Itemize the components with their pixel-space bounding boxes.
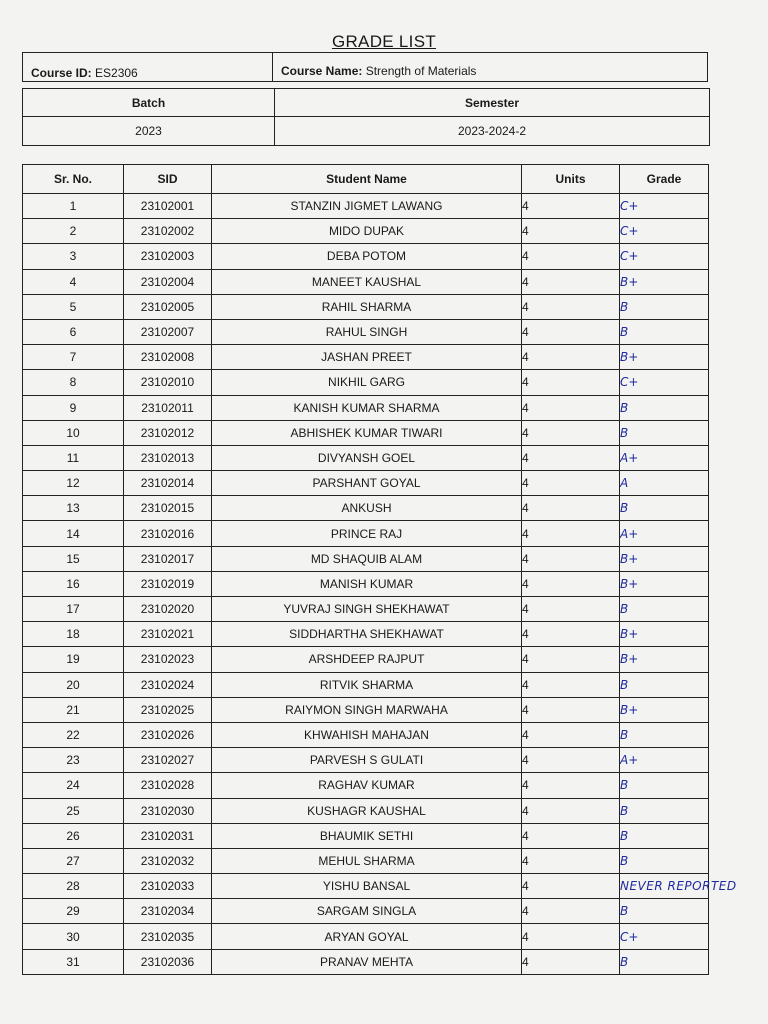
grade-cell: B	[620, 395, 709, 420]
sr-no-cell: 30	[23, 924, 124, 949]
table-row	[23, 219, 709, 244]
student-name-cell: RAHIL SHARMA	[212, 294, 522, 319]
sid-cell: 23102012	[124, 420, 212, 445]
units-cell: 4	[522, 899, 620, 924]
grade-cell: B	[620, 773, 709, 798]
units-cell: 4	[522, 294, 620, 319]
student-name-cell: STANZIN JIGMET LAWANG	[212, 194, 522, 219]
sr-no-cell: 28	[23, 874, 124, 899]
sr-no-cell: 13	[23, 496, 124, 521]
sr-no-cell: 14	[23, 521, 124, 546]
batch-label: Batch	[23, 89, 275, 116]
units-cell: 4	[522, 672, 620, 697]
sr-no-cell: 25	[23, 798, 124, 823]
sr-no-cell: 29	[23, 899, 124, 924]
sid-cell: 23102001	[124, 194, 212, 219]
sr-no-cell: 12	[23, 471, 124, 496]
sid-cell: 23102023	[124, 647, 212, 672]
student-name-cell: MANEET KAUSHAL	[212, 269, 522, 294]
grade-cell: C+	[620, 370, 709, 395]
sid-cell: 23102013	[124, 445, 212, 470]
units-cell: 4	[522, 219, 620, 244]
student-name-cell: BHAUMIK SETHI	[212, 823, 522, 848]
student-name-cell: NIKHIL GARG	[212, 370, 522, 395]
sr-no-cell: 7	[23, 345, 124, 370]
sid-cell: 23102010	[124, 370, 212, 395]
sr-no-cell: 9	[23, 395, 124, 420]
header-sid: SID	[124, 165, 212, 194]
student-name-cell: YISHU BANSAL	[212, 874, 522, 899]
batch-semester-header-row	[23, 89, 709, 117]
grade-cell: C+	[620, 244, 709, 269]
sid-cell: 23102017	[124, 546, 212, 571]
grade-cell: B+	[620, 546, 709, 571]
table-row	[23, 496, 709, 521]
units-cell: 4	[522, 445, 620, 470]
semester-label: Semester	[464, 95, 520, 110]
header-student-name: Student Name	[212, 165, 522, 194]
student-name-cell: RITVIK SHARMA	[212, 672, 522, 697]
units-cell: 4	[522, 848, 620, 873]
table-row	[23, 874, 709, 899]
course-info-box	[22, 52, 708, 82]
sid-cell: 23102027	[124, 748, 212, 773]
sid-cell: 23102034	[124, 899, 212, 924]
grade-cell: B	[620, 496, 709, 521]
student-name-cell: ABHISHEK KUMAR TIWARI	[212, 420, 522, 445]
grade-cell: B+	[620, 269, 709, 294]
table-row	[23, 722, 709, 747]
sr-no-cell: 22	[23, 722, 124, 747]
units-cell: 4	[522, 949, 620, 974]
student-name-cell: JASHAN PREET	[212, 345, 522, 370]
sr-no-cell: 23	[23, 748, 124, 773]
sr-no-cell: 19	[23, 647, 124, 672]
units-cell: 4	[522, 798, 620, 823]
table-row	[23, 899, 709, 924]
sid-cell: 23102002	[124, 219, 212, 244]
course-id-value: ES2306	[95, 66, 138, 80]
grade-cell: C+	[620, 924, 709, 949]
sid-cell: 23102003	[124, 244, 212, 269]
student-name-cell: ARSHDEEP RAJPUT	[212, 647, 522, 672]
course-name-value: Strength of Materials	[365, 64, 477, 78]
sr-no-cell: 24	[23, 773, 124, 798]
student-name-cell: MD SHAQUIB ALAM	[212, 546, 522, 571]
grade-cell: B	[620, 848, 709, 873]
sr-no-cell: 15	[23, 546, 124, 571]
units-cell: 4	[522, 823, 620, 848]
sid-cell: 23102033	[124, 874, 212, 899]
sid-cell: 23102020	[124, 597, 212, 622]
grade-cell: C+	[620, 219, 709, 244]
units-cell: 4	[522, 597, 620, 622]
table-row	[23, 269, 709, 294]
sid-cell: 23102035	[124, 924, 212, 949]
table-row	[23, 420, 709, 445]
sr-no-cell: 10	[23, 420, 124, 445]
sr-no-cell: 17	[23, 597, 124, 622]
student-name-cell: KHWAHISH MAHAJAN	[212, 722, 522, 747]
sid-cell: 23102008	[124, 345, 212, 370]
course-name-label: Course Name:	[281, 64, 363, 78]
sid-cell: 23102007	[124, 319, 212, 344]
table-header-row	[23, 165, 709, 194]
student-name-cell: DIVYANSH GOEL	[212, 445, 522, 470]
batch-value: 2023	[23, 117, 275, 145]
student-name-cell: YUVRAJ SINGH SHEKHAWAT	[212, 597, 522, 622]
grade-cell: B	[620, 949, 709, 974]
batch-semester-box	[22, 88, 710, 146]
table-row	[23, 294, 709, 319]
student-name-cell: ANKUSH	[212, 496, 522, 521]
units-cell: 4	[522, 471, 620, 496]
sr-no-cell: 31	[23, 949, 124, 974]
grade-cell: B+	[620, 622, 709, 647]
grade-cell: NEVER REPORTED	[620, 874, 709, 899]
table-row	[23, 244, 709, 269]
grades-table	[22, 164, 737, 975]
sid-cell: 23102026	[124, 722, 212, 747]
table-row	[23, 471, 709, 496]
student-name-cell: RAIYMON SINGH MARWAHA	[212, 697, 522, 722]
batch-semester-value-row	[23, 117, 709, 145]
sid-cell: 23102028	[124, 773, 212, 798]
grade-cell: B	[620, 722, 709, 747]
sr-no-cell: 5	[23, 294, 124, 319]
sid-cell: 23102031	[124, 823, 212, 848]
units-cell: 4	[522, 697, 620, 722]
sr-no-cell: 1	[23, 194, 124, 219]
table-row	[23, 748, 709, 773]
grade-cell: B	[620, 597, 709, 622]
student-name-cell: SARGAM SINGLA	[212, 899, 522, 924]
table-row	[23, 647, 709, 672]
header-units: Units	[522, 165, 620, 194]
sid-cell: 23102024	[124, 672, 212, 697]
table-row	[23, 697, 709, 722]
units-cell: 4	[522, 773, 620, 798]
table-row	[23, 395, 709, 420]
student-name-cell: MANISH KUMAR	[212, 571, 522, 596]
student-name-cell: PARSHANT GOYAL	[212, 471, 522, 496]
grade-cell: B+	[620, 647, 709, 672]
student-name-cell: KUSHAGR KAUSHAL	[212, 798, 522, 823]
sid-cell: 23102014	[124, 471, 212, 496]
table-row	[23, 924, 709, 949]
grade-cell: A+	[620, 748, 709, 773]
sid-cell: 23102019	[124, 571, 212, 596]
table-row	[23, 521, 709, 546]
semester-value: 2023-2024-2	[457, 124, 527, 138]
units-cell: 4	[522, 496, 620, 521]
sr-no-cell: 21	[23, 697, 124, 722]
grade-cell: B	[620, 798, 709, 823]
table-row	[23, 345, 709, 370]
sid-cell: 23102004	[124, 269, 212, 294]
grade-cell: B+	[620, 697, 709, 722]
grade-cell: B	[620, 823, 709, 848]
sr-no-cell: 20	[23, 672, 124, 697]
table-row	[23, 823, 709, 848]
units-cell: 4	[522, 194, 620, 219]
course-id-cell	[23, 53, 273, 81]
table-body	[23, 194, 737, 975]
units-cell: 4	[522, 647, 620, 672]
sid-cell: 23102005	[124, 294, 212, 319]
table-row	[23, 622, 709, 647]
sr-no-cell: 16	[23, 571, 124, 596]
units-cell: 4	[522, 269, 620, 294]
student-name-cell: PRINCE RAJ	[212, 521, 522, 546]
sr-no-cell: 2	[23, 219, 124, 244]
units-cell: 4	[522, 521, 620, 546]
grade-cell: B	[620, 672, 709, 697]
grade-cell: A+	[620, 521, 709, 546]
sr-no-cell: 8	[23, 370, 124, 395]
sid-cell: 23102032	[124, 848, 212, 873]
units-cell: 4	[522, 395, 620, 420]
sr-no-cell: 27	[23, 848, 124, 873]
units-cell: 4	[522, 546, 620, 571]
sid-cell: 23102036	[124, 949, 212, 974]
units-cell: 4	[522, 571, 620, 596]
table-row	[23, 546, 709, 571]
table-row	[23, 597, 709, 622]
grade-cell: B	[620, 899, 709, 924]
sid-cell: 23102016	[124, 521, 212, 546]
units-cell: 4	[522, 748, 620, 773]
table-row	[23, 949, 709, 974]
student-name-cell: MEHUL SHARMA	[212, 848, 522, 873]
sr-no-cell: 26	[23, 823, 124, 848]
table-row	[23, 445, 709, 470]
grade-cell: B	[620, 294, 709, 319]
grade-cell: C+	[620, 194, 709, 219]
table-row	[23, 319, 709, 344]
header-sr-no: Sr. No.	[23, 165, 124, 194]
student-name-cell: RAGHAV KUMAR	[212, 773, 522, 798]
sr-no-cell: 4	[23, 269, 124, 294]
header-grade: Grade	[620, 165, 709, 194]
table-row	[23, 773, 709, 798]
course-id-label: Course ID:	[31, 66, 92, 80]
units-cell: 4	[522, 244, 620, 269]
grade-cell: B	[620, 319, 709, 344]
sr-no-cell: 6	[23, 319, 124, 344]
student-name-cell: KANISH KUMAR SHARMA	[212, 395, 522, 420]
grade-cell: A+	[620, 445, 709, 470]
student-name-cell: RAHUL SINGH	[212, 319, 522, 344]
course-name-cell	[273, 53, 707, 81]
sr-no-cell: 3	[23, 244, 124, 269]
units-cell: 4	[522, 319, 620, 344]
student-name-cell: DEBA POTOM	[212, 244, 522, 269]
sid-cell: 23102025	[124, 697, 212, 722]
table-row	[23, 194, 709, 219]
sid-cell: 23102021	[124, 622, 212, 647]
student-name-cell: PARVESH S GULATI	[212, 748, 522, 773]
student-name-cell: ARYAN GOYAL	[212, 924, 522, 949]
page-title: GRADE LIST	[331, 32, 437, 51]
student-name-cell: SIDDHARTHA SHEKHAWAT	[212, 622, 522, 647]
sr-no-cell: 18	[23, 622, 124, 647]
table-row	[23, 571, 709, 596]
table-row	[23, 370, 709, 395]
sid-cell: 23102030	[124, 798, 212, 823]
units-cell: 4	[522, 722, 620, 747]
units-cell: 4	[522, 874, 620, 899]
table-row	[23, 798, 709, 823]
sid-cell: 23102015	[124, 496, 212, 521]
grade-cell: B+	[620, 571, 709, 596]
student-name-cell: PRANAV MEHTA	[212, 949, 522, 974]
units-cell: 4	[522, 622, 620, 647]
student-name-cell: MIDO DUPAK	[212, 219, 522, 244]
grade-cell: A	[620, 471, 709, 496]
units-cell: 4	[522, 370, 620, 395]
table-row	[23, 672, 709, 697]
sr-no-cell: 11	[23, 445, 124, 470]
table-row	[23, 848, 709, 873]
units-cell: 4	[522, 924, 620, 949]
units-cell: 4	[522, 345, 620, 370]
units-cell: 4	[522, 420, 620, 445]
grade-cell: B+	[620, 345, 709, 370]
sid-cell: 23102011	[124, 395, 212, 420]
grade-cell: B	[620, 420, 709, 445]
